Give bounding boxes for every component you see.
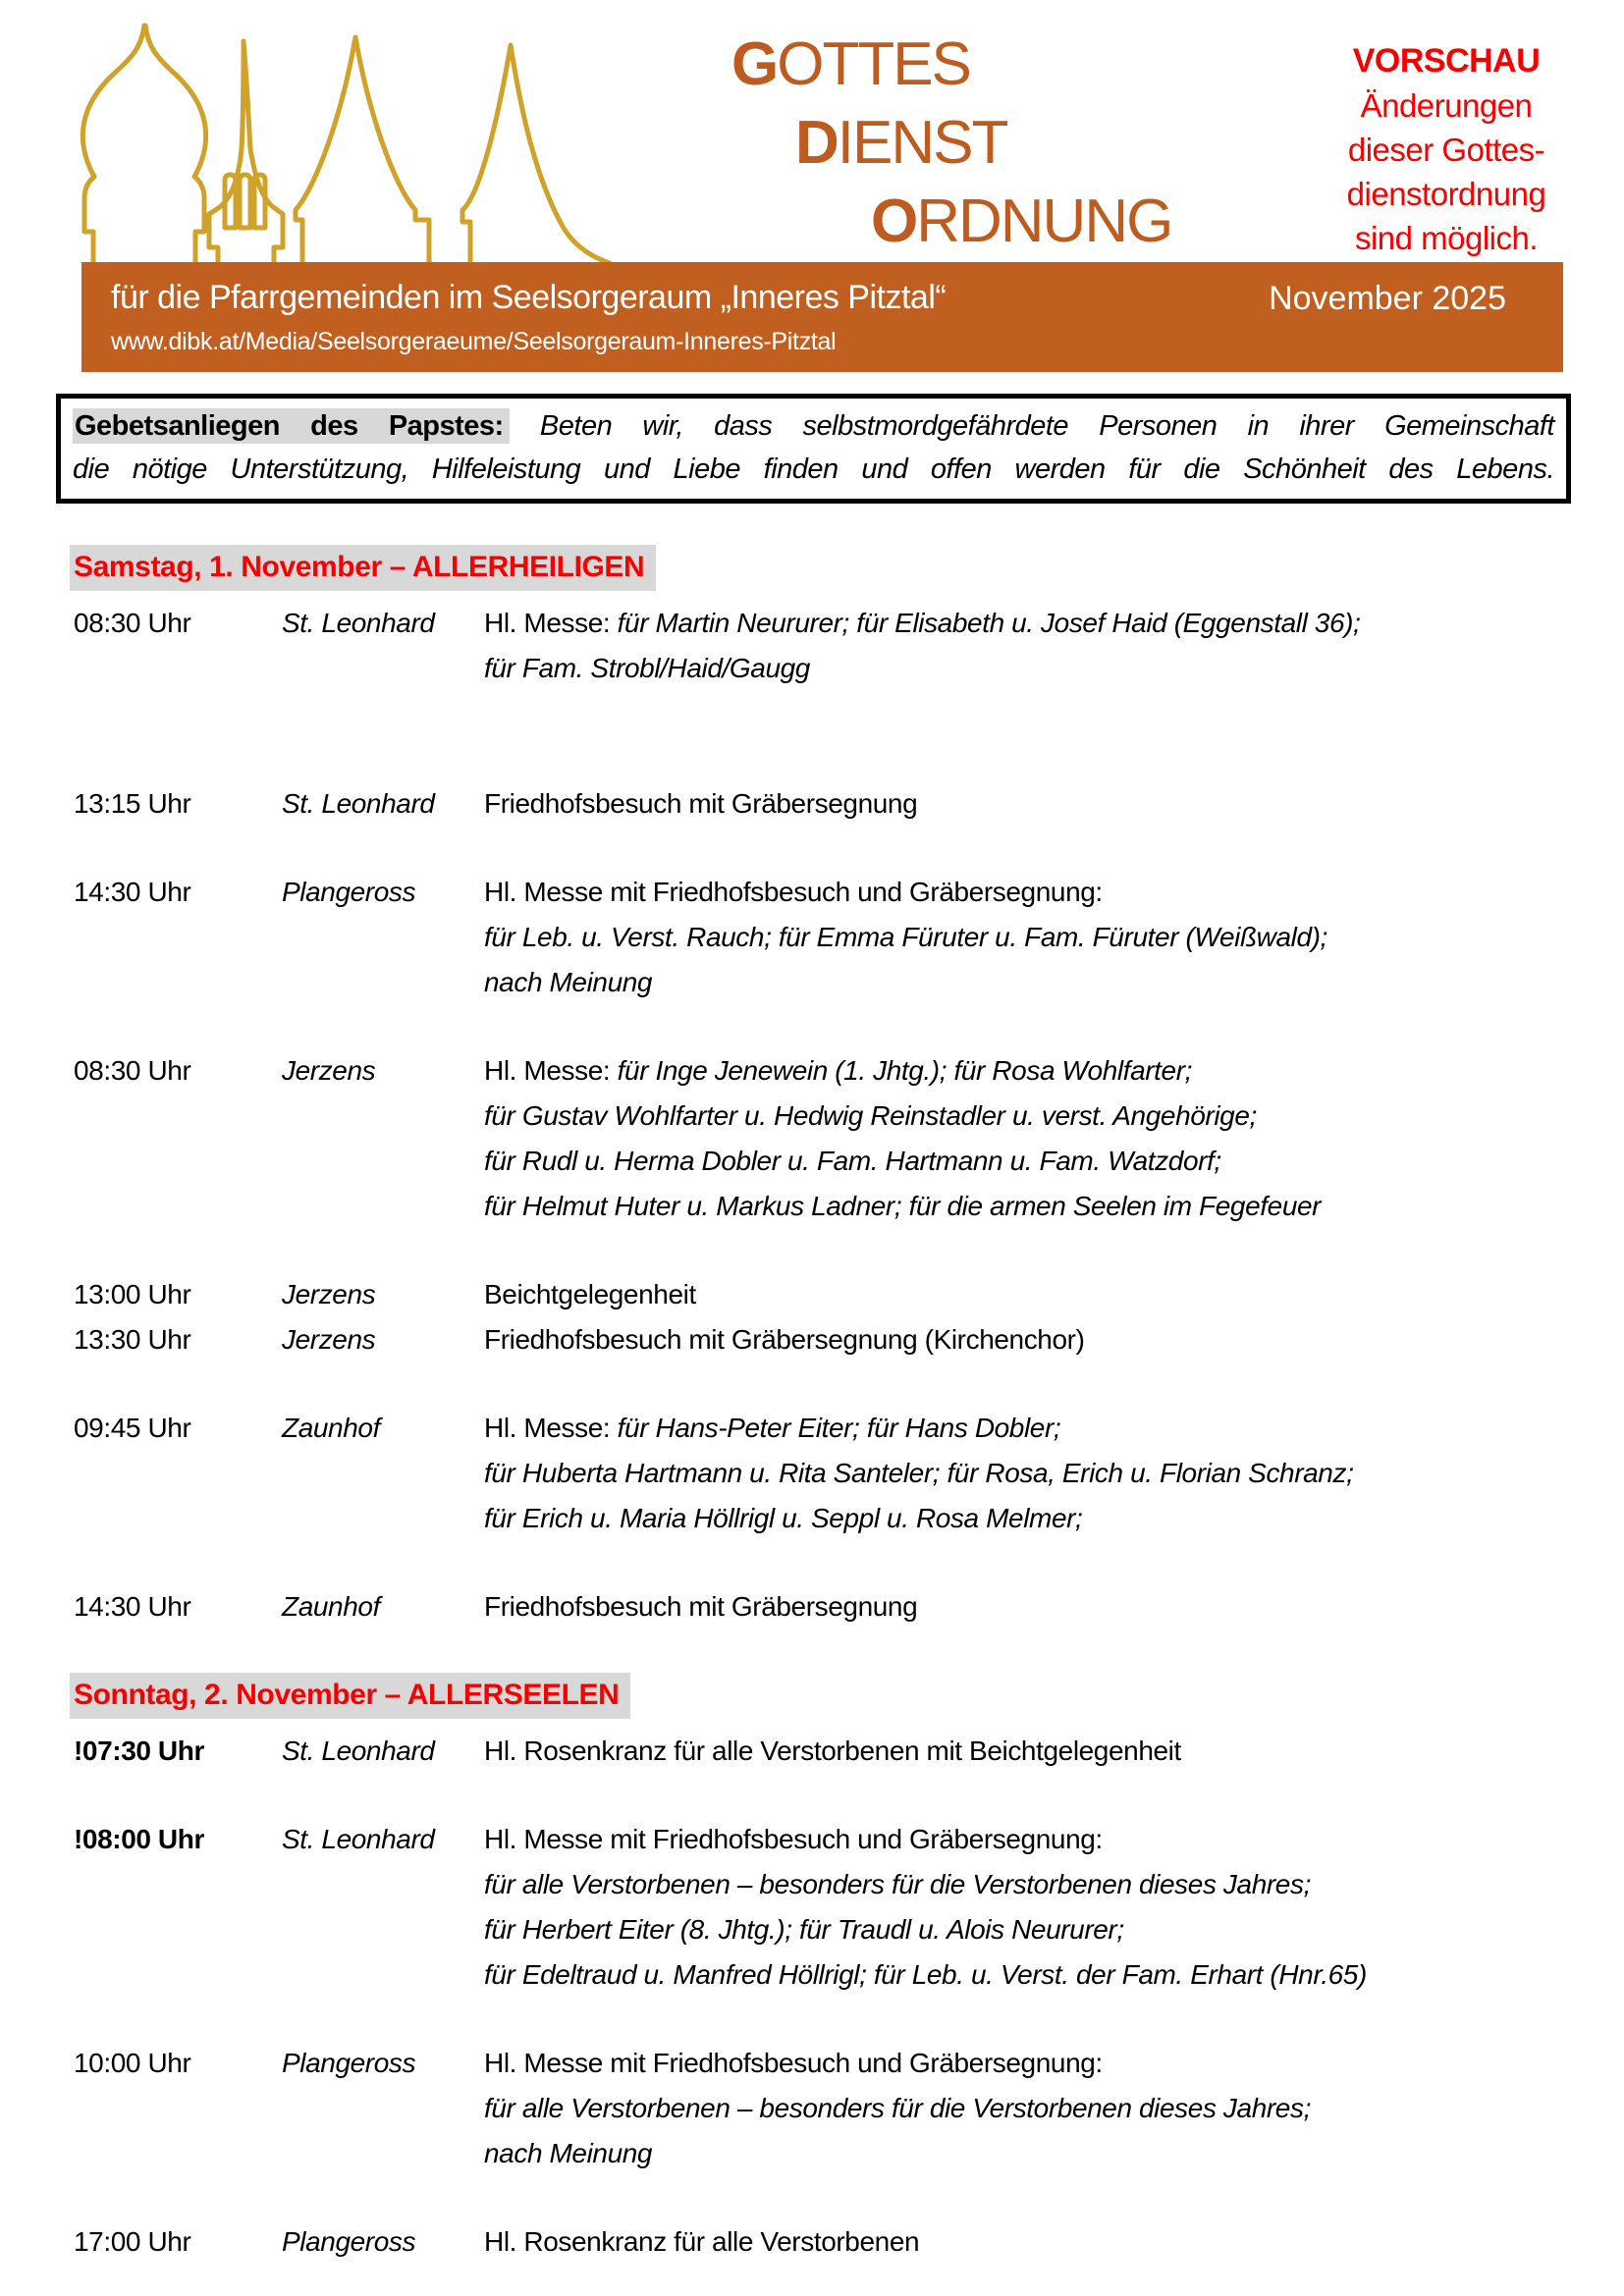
schedule-entry: [74, 1048, 1571, 1229]
text-segment: nach Meinung: [484, 2138, 653, 2168]
text-segment: für Hans-Peter Eiter; für Hans Dobler;: [617, 1413, 1061, 1443]
text-segment: Hl. Rosenkranz für alle Verstorbenen mit Beichtgelegenheit: [484, 1735, 1181, 1766]
entry-location: St. Leonhard: [282, 608, 435, 638]
text-segment: für Huberta Hartmann u. Rita Santeler; für Rosa, Erich u. Florian Schranz;: [484, 1458, 1354, 1488]
schedule-entry: [74, 1729, 1571, 1774]
text-segment: für Gustav Wohlfarter u. Hedwig Reinstadler u. verst. Angehörige;: [484, 1100, 1257, 1131]
schedule-section: [74, 545, 1571, 1629]
text-segment: für Herbert Eiter (8. Jhtg.); für Traudl u. Alois Neururer;: [484, 1914, 1124, 1945]
entry-location: Plangeross: [282, 2226, 416, 2257]
entry-time: 13:15 Uhr: [74, 788, 191, 819]
entry-description: [484, 781, 1571, 827]
banner-url[interactable]: www.dibk.at/Media/Seelsorgeraeume/Seelsorgeraum-Inneres-Pitztal: [111, 328, 837, 355]
section-header: Samstag, 1. November – ALLERHEILIGEN: [70, 545, 656, 591]
schedule-entry: [74, 870, 1571, 1005]
entry-line: [484, 2041, 1571, 2086]
entry-time: 13:30 Uhr: [74, 1324, 191, 1355]
section-header: Sonntag, 2. November – ALLERSEELEN: [70, 1673, 630, 1719]
text-segment: für Leb. u. Verst. Rauch; für Emma Füruter u. Fam. Füruter (Weißwald);: [484, 922, 1327, 952]
entry-line: [484, 646, 1571, 691]
preview-notice-heading: VORSCHAU: [1352, 42, 1541, 80]
title-rest: IENST: [837, 109, 1007, 177]
title-lead-letter: D: [795, 109, 838, 177]
entry-time: 09:45 Uhr: [74, 1413, 191, 1443]
preview-notice-line: dieser Gottes-: [1347, 132, 1545, 168]
document-header: [0, 0, 1624, 262]
prayer-intention-box: [56, 394, 1571, 504]
entry-line: [484, 1048, 1571, 1094]
title-line-2: [795, 104, 1171, 183]
entry-description: [484, 1406, 1571, 1541]
entry-line: [484, 1952, 1571, 1998]
text-segment: Friedhofsbesuch mit Gräbersegnung: [484, 1591, 918, 1622]
title-rest: OTTES: [777, 30, 970, 98]
entry-description: [484, 870, 1571, 1005]
schedule-entry: [74, 1317, 1571, 1362]
schedule: [74, 545, 1571, 2265]
schedule-entry: [74, 601, 1571, 691]
text-segment: für Rudl u. Herma Dobler u. Fam. Hartmann u. Fam. Watzdorf;: [484, 1146, 1221, 1176]
title-lead-letter: O: [871, 187, 917, 255]
entry-description: [484, 1817, 1571, 1998]
entry-time: !07:30 Uhr: [74, 1735, 204, 1766]
entry-time: 13:00 Uhr: [74, 1279, 191, 1309]
entry-description: [484, 601, 1571, 691]
text-segment: für alle Verstorbenen – besonders für die Verstorbenen dieses Jahres;: [484, 2093, 1311, 2123]
banner-month: November 2025: [1269, 280, 1506, 317]
entry-location: Plangeross: [282, 2048, 416, 2078]
schedule-entry: [74, 1406, 1571, 1541]
title-rest: RDNUNG: [916, 187, 1172, 255]
text-segment: nach Meinung: [484, 967, 653, 997]
entry-line: [484, 2131, 1571, 2176]
text-segment: Hl. Rosenkranz für alle Verstorbenen: [484, 2226, 920, 2257]
entry-location: Jerzens: [282, 1324, 376, 1355]
title-lead-letter: G: [731, 30, 778, 98]
title-line-1: [731, 26, 1171, 104]
entry-line: [484, 1496, 1571, 1541]
text-segment: Hl. Messe mit Friedhofsbesuch und Gräbersegnung:: [484, 1824, 1103, 1854]
prayer-line-1: [73, 404, 1554, 448]
text-segment: für alle Verstorbenen – besonders für die Verstorbenen dieses Jahres;: [484, 1869, 1311, 1899]
text-segment: für Martin Neururer; für Elisabeth u. Josef Haid (Eggenstall 36);: [617, 608, 1361, 638]
entry-line: [484, 781, 1571, 827]
entry-line: [484, 1406, 1571, 1451]
entry-time: 14:30 Uhr: [74, 1591, 191, 1622]
entry-line: [484, 915, 1571, 960]
entry-time: 08:30 Uhr: [74, 1055, 191, 1086]
preview-notice: [1294, 39, 1598, 260]
prayer-label: Gebetsanliegen des Papstes:: [73, 408, 510, 444]
entry-location: St. Leonhard: [282, 1824, 435, 1854]
entry-line: [484, 1184, 1571, 1229]
entry-location: St. Leonhard: [282, 1735, 435, 1766]
text-segment: Hl. Messe mit Friedhofsbesuch und Gräbersegnung:: [484, 2048, 1103, 2078]
text-segment: Hl. Messe:: [484, 608, 618, 638]
entry-description: [484, 1584, 1571, 1629]
entry-line: [484, 1272, 1571, 1317]
text-segment: für Erich u. Maria Höllrigl u. Seppl u. Rosa Melmer;: [484, 1503, 1083, 1533]
schedule-entry: [74, 1272, 1571, 1317]
text-segment: Hl. Messe mit Friedhofsbesuch und Gräbersegnung:: [484, 877, 1103, 907]
entry-location: St. Leonhard: [282, 788, 435, 819]
text-segment: für Fam. Strobl/Haid/Gaugg: [484, 653, 810, 683]
banner-subtitle: für die Pfarrgemeinden im Seelsorgeraum „Inneres Pitztal“: [111, 279, 947, 316]
preview-notice-line: dienstordnung: [1346, 176, 1546, 212]
prayer-line-2: [73, 448, 1554, 491]
schedule-entry: [74, 1817, 1571, 1998]
entry-line: [484, 601, 1571, 646]
schedule-entry: [74, 2041, 1571, 2176]
entry-line: [484, 1862, 1571, 1907]
preview-notice-line: sind möglich.: [1354, 220, 1539, 256]
church-towers-icon: [54, 22, 682, 263]
entry-description: [484, 2219, 1571, 2265]
entry-location: Zaunhof: [282, 1413, 380, 1443]
entry-location: Jerzens: [282, 1055, 376, 1086]
entry-description: [484, 1272, 1571, 1317]
entry-description: [484, 1317, 1571, 1362]
entry-location: Jerzens: [282, 1279, 376, 1309]
text-segment: Hl. Messe:: [484, 1055, 618, 1086]
text-segment: Beichtgelegenheit: [484, 1279, 696, 1309]
entry-line: [484, 1584, 1571, 1629]
entry-line: [484, 1139, 1571, 1184]
entry-time: 14:30 Uhr: [74, 877, 191, 907]
entry-location: Zaunhof: [282, 1591, 380, 1622]
entry-line: [484, 1729, 1571, 1774]
schedule-entry: [74, 2219, 1571, 2265]
entry-line: [484, 870, 1571, 915]
entry-time: !08:00 Uhr: [74, 1824, 204, 1854]
entry-description: [484, 2041, 1571, 2176]
entry-time: 08:30 Uhr: [74, 608, 191, 638]
text-segment: für Edeltraud u. Manfred Höllrigl; für Leb. u. Verst. der Fam. Erhart (Hnr.65): [484, 1959, 1367, 1990]
text-segment: Friedhofsbesuch mit Gräbersegnung: [484, 788, 918, 819]
title-line-3: [871, 183, 1171, 261]
entry-line: [484, 2219, 1571, 2265]
text-segment: Hl. Messe:: [484, 1413, 618, 1443]
prayer-text: die nötige Unterstützung, Hilfeleistung und Liebe finden und offen werden für die Schönheit des Lebens.: [73, 454, 1554, 485]
entry-line: [484, 1317, 1571, 1362]
entry-description: [484, 1048, 1571, 1229]
entry-line: [484, 1094, 1571, 1139]
page-title: [731, 26, 1171, 261]
schedule-entry: [74, 1584, 1571, 1629]
entry-line: [484, 1451, 1571, 1496]
entry-description: [484, 1729, 1571, 1774]
schedule-entry: [74, 781, 1571, 827]
entry-line: [484, 1817, 1571, 1862]
parish-banner: [81, 262, 1563, 372]
text-segment: für Inge Jenewein (1. Jhtg.); für Rosa Wohlfarter;: [617, 1055, 1193, 1086]
entry-line: [484, 960, 1571, 1005]
schedule-section: [74, 1673, 1571, 2265]
entry-line: [484, 1907, 1571, 1952]
entry-time: 10:00 Uhr: [74, 2048, 191, 2078]
preview-notice-line: Änderungen: [1360, 87, 1533, 124]
entry-time: 17:00 Uhr: [74, 2226, 191, 2257]
entry-location: Plangeross: [282, 877, 416, 907]
entry-line: [484, 2086, 1571, 2131]
text-segment: Friedhofsbesuch mit Gräbersegnung (Kirchenchor): [484, 1324, 1085, 1355]
text-segment: für Helmut Huter u. Markus Ladner; für die armen Seelen im Fegefeuer: [484, 1191, 1322, 1221]
prayer-text: Beten wir, dass selbstmordgefährdete Personen in ihrer Gemeinschaft: [539, 410, 1554, 442]
